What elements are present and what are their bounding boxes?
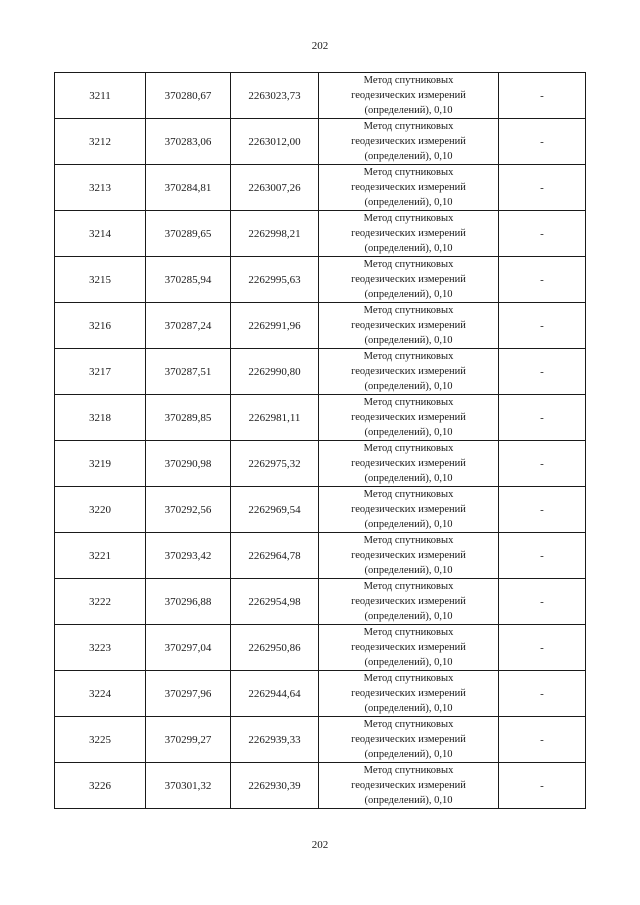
x-coordinate-cell: 370285,94 bbox=[146, 257, 231, 303]
x-coordinate-cell: 370289,65 bbox=[146, 211, 231, 257]
table-row bbox=[55, 487, 586, 533]
method-line-2: геодезических измерений bbox=[351, 412, 466, 423]
method-line-2: геодезических измерений bbox=[351, 550, 466, 561]
x-coordinate-cell: 370284,81 bbox=[146, 165, 231, 211]
table-row bbox=[55, 119, 586, 165]
y-coordinate-cell: 2263012,00 bbox=[231, 119, 319, 165]
point-id-cell: 3217 bbox=[55, 349, 146, 395]
coordinates-table bbox=[54, 72, 586, 809]
y-coordinate-cell: 2262964,78 bbox=[231, 533, 319, 579]
method-cell bbox=[319, 763, 499, 809]
method-line-3: (определений), 0,10 bbox=[364, 335, 453, 346]
point-id-cell: 3220 bbox=[55, 487, 146, 533]
method-cell bbox=[319, 395, 499, 441]
y-coordinate-cell: 2262944,64 bbox=[231, 671, 319, 717]
method-line-3: (определений), 0,10 bbox=[364, 473, 453, 484]
x-coordinate-cell: 370296,88 bbox=[146, 579, 231, 625]
point-id-cell: 3222 bbox=[55, 579, 146, 625]
accuracy-dash-cell: - bbox=[499, 763, 586, 809]
table-row bbox=[55, 579, 586, 625]
x-coordinate-cell: 370292,56 bbox=[146, 487, 231, 533]
accuracy-dash-cell: - bbox=[499, 349, 586, 395]
page-number-top: 202 bbox=[311, 40, 329, 52]
method-line-1: Метод спутниковых bbox=[363, 75, 454, 86]
method-line-3: (определений), 0,10 bbox=[364, 565, 453, 576]
method-line-3: (определений), 0,10 bbox=[364, 105, 453, 116]
point-id-cell: 3212 bbox=[55, 119, 146, 165]
method-cell bbox=[319, 211, 499, 257]
method-cell bbox=[319, 303, 499, 349]
coordinates-table-body bbox=[55, 73, 586, 809]
method-line-3: (определений), 0,10 bbox=[364, 703, 453, 714]
method-cell bbox=[319, 487, 499, 533]
y-coordinate-cell: 2262981,11 bbox=[231, 395, 319, 441]
method-cell bbox=[319, 349, 499, 395]
accuracy-dash-cell: - bbox=[499, 73, 586, 119]
method-cell bbox=[319, 165, 499, 211]
point-id-cell: 3224 bbox=[55, 671, 146, 717]
table-row bbox=[55, 671, 586, 717]
method-line-3: (определений), 0,10 bbox=[364, 519, 453, 530]
method-line-2: геодезических измерений bbox=[351, 90, 466, 101]
method-cell bbox=[319, 73, 499, 119]
method-line-2: геодезических измерений bbox=[351, 228, 466, 239]
method-cell bbox=[319, 625, 499, 671]
table-row bbox=[55, 303, 586, 349]
method-line-3: (определений), 0,10 bbox=[364, 427, 453, 438]
method-cell bbox=[319, 533, 499, 579]
x-coordinate-cell: 370297,04 bbox=[146, 625, 231, 671]
method-line-2: геодезических измерений bbox=[351, 504, 466, 515]
accuracy-dash-cell: - bbox=[499, 579, 586, 625]
x-coordinate-cell: 370287,24 bbox=[146, 303, 231, 349]
method-line-2: геодезических измерений bbox=[351, 366, 466, 377]
point-id-cell: 3225 bbox=[55, 717, 146, 763]
x-coordinate-cell: 370287,51 bbox=[146, 349, 231, 395]
method-line-1: Метод спутниковых bbox=[363, 765, 454, 776]
x-coordinate-cell: 370301,32 bbox=[146, 763, 231, 809]
table-row bbox=[55, 257, 586, 303]
method-line-2: геодезических измерений bbox=[351, 596, 466, 607]
point-id-cell: 3221 bbox=[55, 533, 146, 579]
table-row bbox=[55, 73, 586, 119]
method-line-3: (определений), 0,10 bbox=[364, 243, 453, 254]
method-cell bbox=[319, 441, 499, 487]
method-line-3: (определений), 0,10 bbox=[364, 289, 453, 300]
x-coordinate-cell: 370293,42 bbox=[146, 533, 231, 579]
point-id-cell: 3218 bbox=[55, 395, 146, 441]
table-row bbox=[55, 349, 586, 395]
method-line-1: Метод спутниковых bbox=[363, 351, 454, 362]
method-line-2: геодезических измерений bbox=[351, 458, 466, 469]
method-line-2: геодезических измерений bbox=[351, 320, 466, 331]
method-line-1: Метод спутниковых bbox=[363, 259, 454, 270]
method-cell bbox=[319, 119, 499, 165]
method-line-1: Метод спутниковых bbox=[363, 489, 454, 500]
accuracy-dash-cell: - bbox=[499, 395, 586, 441]
accuracy-dash-cell: - bbox=[499, 671, 586, 717]
y-coordinate-cell: 2262930,39 bbox=[231, 763, 319, 809]
point-id-cell: 3215 bbox=[55, 257, 146, 303]
method-line-1: Метод спутниковых bbox=[363, 305, 454, 316]
method-cell bbox=[319, 579, 499, 625]
accuracy-dash-cell: - bbox=[499, 119, 586, 165]
accuracy-dash-cell: - bbox=[499, 487, 586, 533]
method-line-1: Метод спутниковых bbox=[363, 581, 454, 592]
x-coordinate-cell: 370290,98 bbox=[146, 441, 231, 487]
x-coordinate-cell: 370299,27 bbox=[146, 717, 231, 763]
table-row bbox=[55, 395, 586, 441]
point-id-cell: 3223 bbox=[55, 625, 146, 671]
accuracy-dash-cell: - bbox=[499, 625, 586, 671]
method-line-3: (определений), 0,10 bbox=[364, 381, 453, 392]
accuracy-dash-cell: - bbox=[499, 211, 586, 257]
method-line-3: (определений), 0,10 bbox=[364, 749, 453, 760]
point-id-cell: 3214 bbox=[55, 211, 146, 257]
method-line-2: геодезических измерений bbox=[351, 734, 466, 745]
method-line-1: Метод спутниковых bbox=[363, 719, 454, 730]
method-line-2: геодезических измерений bbox=[351, 182, 466, 193]
y-coordinate-cell: 2263023,73 bbox=[231, 73, 319, 119]
y-coordinate-cell: 2263007,26 bbox=[231, 165, 319, 211]
point-id-cell: 3226 bbox=[55, 763, 146, 809]
table-row bbox=[55, 441, 586, 487]
method-line-2: геодезических измерений bbox=[351, 780, 466, 791]
method-cell bbox=[319, 671, 499, 717]
method-line-1: Метод спутниковых bbox=[363, 673, 454, 684]
y-coordinate-cell: 2262990,80 bbox=[231, 349, 319, 395]
y-coordinate-cell: 2262975,32 bbox=[231, 441, 319, 487]
x-coordinate-cell: 370283,06 bbox=[146, 119, 231, 165]
page-number-bottom: 202 bbox=[311, 839, 329, 851]
method-line-3: (определений), 0,10 bbox=[364, 795, 453, 806]
method-line-1: Метод спутниковых bbox=[363, 121, 454, 132]
point-id-cell: 3219 bbox=[55, 441, 146, 487]
method-line-2: геодезических измерений bbox=[351, 274, 466, 285]
accuracy-dash-cell: - bbox=[499, 441, 586, 487]
x-coordinate-cell: 370297,96 bbox=[146, 671, 231, 717]
method-line-1: Метод спутниковых bbox=[363, 397, 454, 408]
x-coordinate-cell: 370289,85 bbox=[146, 395, 231, 441]
y-coordinate-cell: 2262991,96 bbox=[231, 303, 319, 349]
method-line-1: Метод спутниковых bbox=[363, 213, 454, 224]
accuracy-dash-cell: - bbox=[499, 257, 586, 303]
point-id-cell: 3211 bbox=[55, 73, 146, 119]
method-line-1: Метод спутниковых bbox=[363, 443, 454, 454]
method-line-3: (определений), 0,10 bbox=[364, 197, 453, 208]
y-coordinate-cell: 2262954,98 bbox=[231, 579, 319, 625]
method-line-2: геодезических измерений bbox=[351, 688, 466, 699]
method-line-2: геодезических измерений bbox=[351, 136, 466, 147]
table-row bbox=[55, 533, 586, 579]
method-line-3: (определений), 0,10 bbox=[364, 151, 453, 162]
method-line-2: геодезических измерений bbox=[351, 642, 466, 653]
table-row bbox=[55, 625, 586, 671]
table-row bbox=[55, 717, 586, 763]
table-row bbox=[55, 211, 586, 257]
point-id-cell: 3216 bbox=[55, 303, 146, 349]
y-coordinate-cell: 2262950,86 bbox=[231, 625, 319, 671]
method-cell bbox=[319, 717, 499, 763]
accuracy-dash-cell: - bbox=[499, 533, 586, 579]
accuracy-dash-cell: - bbox=[499, 717, 586, 763]
point-id-cell: 3213 bbox=[55, 165, 146, 211]
method-line-3: (определений), 0,10 bbox=[364, 611, 453, 622]
table-row bbox=[55, 165, 586, 211]
method-line-1: Метод спутниковых bbox=[363, 627, 454, 638]
table-row bbox=[55, 763, 586, 809]
y-coordinate-cell: 2262969,54 bbox=[231, 487, 319, 533]
method-line-1: Метод спутниковых bbox=[363, 535, 454, 546]
y-coordinate-cell: 2262939,33 bbox=[231, 717, 319, 763]
accuracy-dash-cell: - bbox=[499, 303, 586, 349]
x-coordinate-cell: 370280,67 bbox=[146, 73, 231, 119]
y-coordinate-cell: 2262998,21 bbox=[231, 211, 319, 257]
accuracy-dash-cell: - bbox=[499, 165, 586, 211]
y-coordinate-cell: 2262995,63 bbox=[231, 257, 319, 303]
method-line-3: (определений), 0,10 bbox=[364, 657, 453, 668]
method-line-1: Метод спутниковых bbox=[363, 167, 454, 178]
method-cell bbox=[319, 257, 499, 303]
